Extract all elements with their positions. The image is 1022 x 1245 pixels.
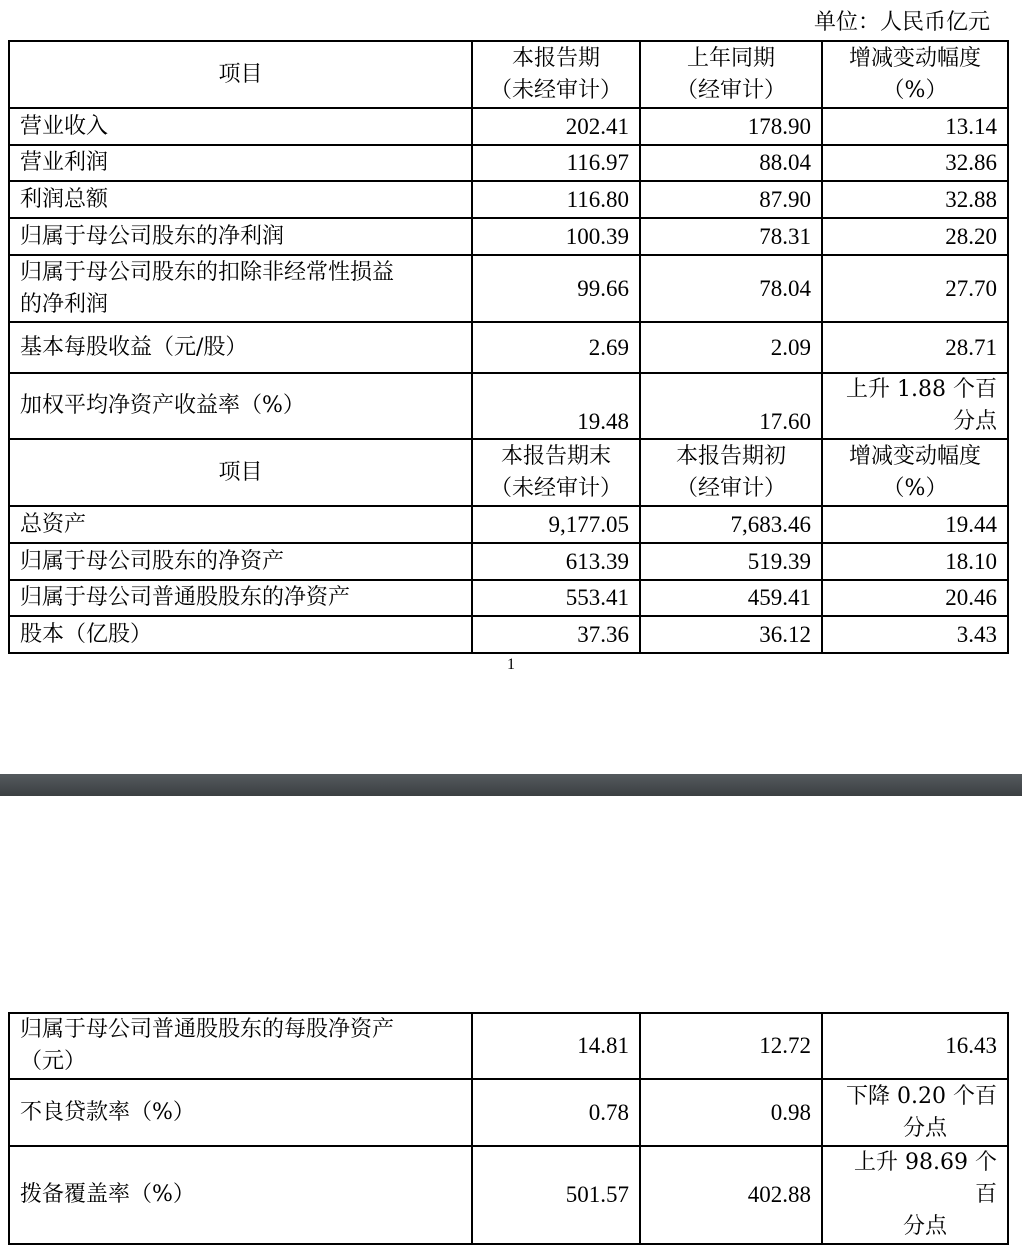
table-row	[9, 373, 1008, 439]
header-item: 项目	[9, 439, 472, 506]
value-current: 37.36	[472, 616, 640, 653]
value-prior: 17.60	[640, 373, 822, 439]
value-prior: 12.72	[640, 1013, 822, 1079]
row-label: 归属于母公司股东的扣除非经常性损益 的净利润	[9, 255, 472, 322]
value-prior: 7,683.46	[640, 506, 822, 543]
table-row	[9, 1013, 1008, 1079]
row-label: 拨备覆盖率（%）	[9, 1146, 472, 1244]
financial-table-continued	[8, 1012, 1009, 1245]
value-prior: 88.04	[640, 145, 822, 181]
value-prior: 78.31	[640, 218, 822, 255]
row-label: 归属于母公司股东的净资产	[9, 543, 472, 580]
value-current: 99.66	[472, 255, 640, 322]
value-current: 19.48	[472, 373, 640, 439]
header-period-start: 本报告期初 （经审计）	[640, 439, 822, 506]
value-change: 上升 98.69 个百 分点	[822, 1146, 1008, 1244]
table-row	[9, 181, 1008, 218]
financial-table-main	[8, 40, 1009, 654]
row-label: 归属于母公司普通股股东的净资产	[9, 580, 472, 616]
value-prior: 459.41	[640, 580, 822, 616]
table-row	[9, 255, 1008, 322]
value-current: 116.97	[472, 145, 640, 181]
value-prior: 519.39	[640, 543, 822, 580]
table-header-row	[9, 41, 1008, 108]
value-change: 16.43	[822, 1013, 1008, 1079]
row-label: 利润总额	[9, 181, 472, 218]
row-label: 基本每股收益（元/股）	[9, 322, 472, 373]
value-current: 501.57	[472, 1146, 640, 1244]
table-row	[9, 218, 1008, 255]
row-label: 归属于母公司股东的净利润	[9, 218, 472, 255]
table-row	[9, 580, 1008, 616]
page-number: 1	[507, 656, 515, 673]
table-row	[9, 322, 1008, 373]
value-change: 32.88	[822, 181, 1008, 218]
value-change: 18.10	[822, 543, 1008, 580]
value-change: 27.70	[822, 255, 1008, 322]
table-row	[9, 616, 1008, 653]
value-prior: 2.09	[640, 322, 822, 373]
table-row	[9, 1079, 1008, 1146]
value-change: 13.14	[822, 108, 1008, 145]
row-label: 加权平均净资产收益率（%）	[9, 373, 472, 439]
row-label: 不良贷款率（%）	[9, 1079, 472, 1146]
table-row	[9, 1146, 1008, 1244]
row-label: 营业利润	[9, 145, 472, 181]
table-row	[9, 108, 1008, 145]
value-current: 0.78	[472, 1079, 640, 1146]
value-current: 100.39	[472, 218, 640, 255]
value-current: 202.41	[472, 108, 640, 145]
unit-label: 单位：人民币亿元	[813, 10, 990, 35]
value-change: 28.20	[822, 218, 1008, 255]
value-change: 下降 0.20 个百 分点	[822, 1079, 1008, 1146]
value-current: 116.80	[472, 181, 640, 218]
header-prior-period: 上年同期 （经审计）	[640, 41, 822, 108]
table-row	[9, 506, 1008, 543]
value-current: 553.41	[472, 580, 640, 616]
value-current: 14.81	[472, 1013, 640, 1079]
row-label: 股本（亿股）	[9, 616, 472, 653]
value-prior: 402.88	[640, 1146, 822, 1244]
value-change: 32.86	[822, 145, 1008, 181]
header-change: 增减变动幅度 （%）	[822, 41, 1008, 108]
header-period-end: 本报告期末 （未经审计）	[472, 439, 640, 506]
value-change: 20.46	[822, 580, 1008, 616]
value-prior: 178.90	[640, 108, 822, 145]
value-current: 9,177.05	[472, 506, 640, 543]
value-prior: 36.12	[640, 616, 822, 653]
value-prior: 0.98	[640, 1079, 822, 1146]
row-label: 总资产	[9, 506, 472, 543]
table-row	[9, 145, 1008, 181]
value-change: 28.71	[822, 322, 1008, 373]
header-change: 增减变动幅度 （%）	[822, 439, 1008, 506]
row-label: 归属于母公司普通股股东的每股净资产 （元）	[9, 1013, 472, 1079]
value-change: 上升 1.88 个百 分点	[822, 373, 1008, 439]
table-header-row	[9, 439, 1008, 506]
header-item: 项目	[9, 41, 472, 108]
value-current: 613.39	[472, 543, 640, 580]
table-row	[9, 543, 1008, 580]
row-label: 营业收入	[9, 108, 472, 145]
value-change: 3.43	[822, 616, 1008, 653]
value-current: 2.69	[472, 322, 640, 373]
value-prior: 78.04	[640, 255, 822, 322]
value-prior: 87.90	[640, 181, 822, 218]
page-divider	[0, 774, 1022, 796]
header-current-period: 本报告期 （未经审计）	[472, 41, 640, 108]
value-change: 19.44	[822, 506, 1008, 543]
